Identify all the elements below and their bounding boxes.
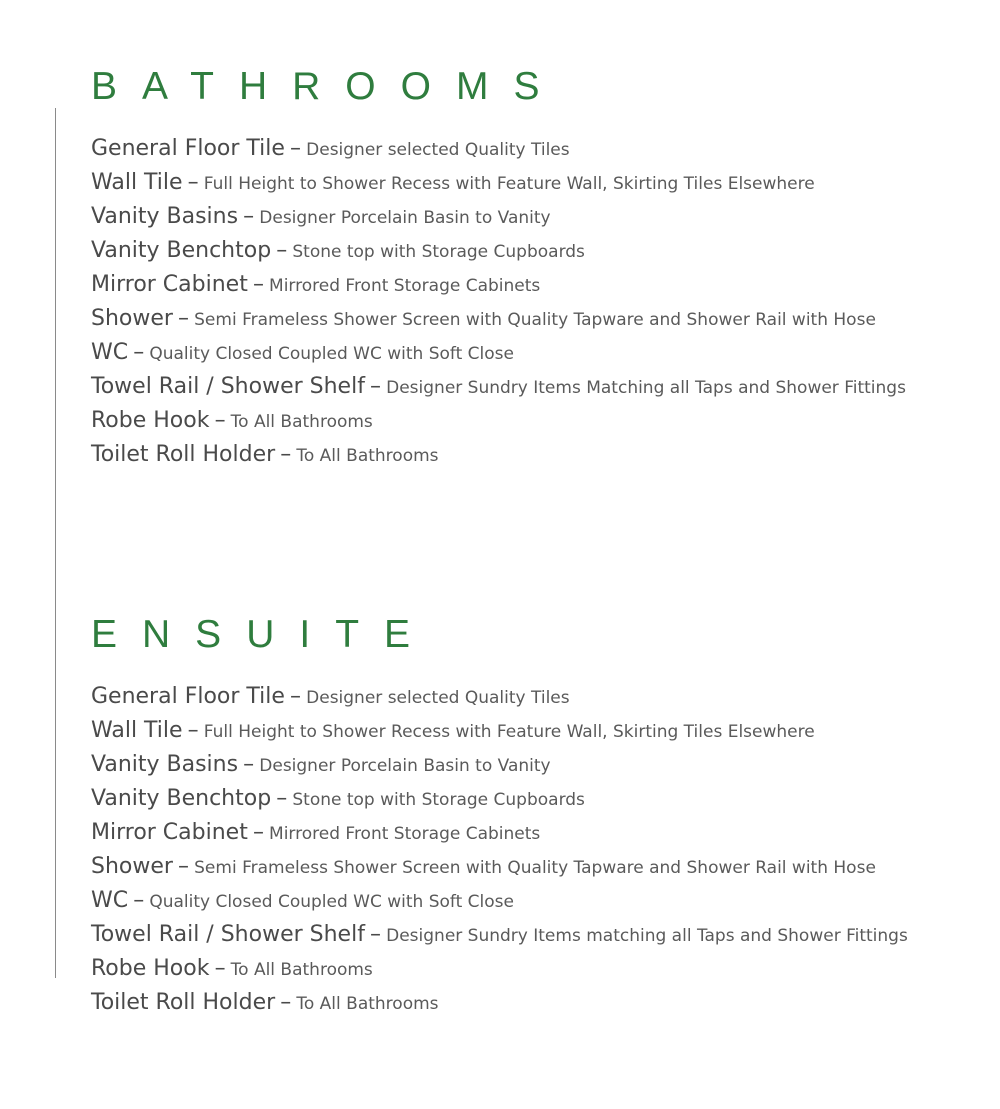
spec-item	[91, 884, 981, 918]
spec-term: Robe Hook	[91, 408, 210, 433]
spec-description: Quality Closed Coupled WC with Soft Close	[149, 892, 514, 912]
spec-description: Mirrored Front Storage Cabinets	[269, 276, 541, 296]
spec-term: General Floor Tile	[91, 684, 285, 709]
spec-item	[91, 404, 981, 438]
spec-description: To All Bathrooms	[230, 412, 373, 432]
spec-dash: –	[370, 374, 382, 399]
spec-term: Vanity Benchtop	[91, 786, 272, 811]
spec-description: Full Height to Shower Recess with Feature Wall, Skirting Tiles Elsewhere	[203, 722, 815, 742]
spec-term: Robe Hook	[91, 956, 210, 981]
spec-term: Vanity Benchtop	[91, 238, 272, 263]
spec-item	[91, 748, 981, 782]
spec-term: Shower	[91, 854, 173, 879]
spec-dash: –	[370, 922, 382, 947]
spec-dash: –	[290, 136, 302, 161]
ensuite-section	[91, 610, 981, 1020]
spec-item	[91, 850, 981, 884]
ensuite-spec-list	[91, 680, 981, 1020]
spec-item	[91, 782, 981, 816]
spec-description: Designer Porcelain Basin to Vanity	[259, 208, 551, 228]
spec-dash: –	[214, 408, 226, 433]
spec-dash: –	[187, 170, 199, 195]
spec-item	[91, 370, 981, 404]
bathrooms-section	[91, 62, 981, 472]
spec-term: Towel Rail / Shower Shelf	[91, 374, 365, 399]
spec-term: Wall Tile	[91, 170, 183, 195]
spec-item	[91, 166, 981, 200]
spec-dash: –	[187, 718, 199, 743]
spec-description: Semi Frameless Shower Screen with Quality Tapware and Shower Rail with Hose	[194, 310, 876, 330]
vertical-divider	[55, 108, 56, 978]
spec-description: Designer Sundry Items Matching all Taps and Shower Fittings	[386, 378, 906, 398]
bathrooms-spec-list	[91, 132, 981, 472]
spec-term: Mirror Cabinet	[91, 820, 248, 845]
spec-item	[91, 200, 981, 234]
spec-item	[91, 438, 981, 472]
spec-dash: –	[214, 956, 226, 981]
spec-item	[91, 952, 981, 986]
spec-dash: –	[178, 306, 190, 331]
spec-description: To All Bathrooms	[296, 446, 439, 466]
spec-description: Semi Frameless Shower Screen with Quality Tapware and Shower Rail with Hose	[194, 858, 876, 878]
spec-term: Toilet Roll Holder	[91, 442, 276, 467]
spec-dash: –	[243, 204, 255, 229]
spec-term: Mirror Cabinet	[91, 272, 248, 297]
spec-term: Towel Rail / Shower Shelf	[91, 922, 365, 947]
spec-dash: –	[243, 752, 255, 777]
section-heading-bathrooms: BATHROOMS	[91, 65, 565, 108]
spec-description: To All Bathrooms	[296, 994, 439, 1014]
spec-description: Mirrored Front Storage Cabinets	[269, 824, 541, 844]
spec-term: General Floor Tile	[91, 136, 285, 161]
spec-description: Designer selected Quality Tiles	[306, 688, 570, 708]
spec-item	[91, 336, 981, 370]
spec-dash: –	[133, 340, 145, 365]
spec-item	[91, 680, 981, 714]
spec-description: Designer Porcelain Basin to Vanity	[259, 756, 551, 776]
spec-dash: –	[252, 272, 264, 297]
spec-term: WC	[91, 888, 129, 913]
spec-description: To All Bathrooms	[230, 960, 373, 980]
spec-dash: –	[276, 238, 288, 263]
spec-description: Stone top with Storage Cupboards	[292, 242, 585, 262]
spec-term: WC	[91, 340, 129, 365]
spec-description: Designer Sundry Items matching all Taps and Shower Fittings	[386, 926, 908, 946]
spec-dash: –	[133, 888, 145, 913]
spec-dash: –	[252, 820, 264, 845]
spec-term: Vanity Basins	[91, 752, 239, 777]
spec-dash: –	[280, 990, 292, 1015]
spec-item	[91, 816, 981, 850]
spec-term: Vanity Basins	[91, 204, 239, 229]
spec-description: Designer selected Quality Tiles	[306, 140, 570, 160]
spec-term: Toilet Roll Holder	[91, 990, 276, 1015]
spec-term: Wall Tile	[91, 718, 183, 743]
spec-dash: –	[280, 442, 292, 467]
spec-dash: –	[178, 854, 190, 879]
spec-item	[91, 132, 981, 166]
spec-item	[91, 302, 981, 336]
spec-item	[91, 714, 981, 748]
spec-description: Stone top with Storage Cupboards	[292, 790, 585, 810]
spec-description: Full Height to Shower Recess with Feature Wall, Skirting Tiles Elsewhere	[203, 174, 815, 194]
spec-item	[91, 986, 981, 1020]
spec-dash: –	[290, 684, 302, 709]
spec-dash: –	[276, 786, 288, 811]
spec-item	[91, 918, 981, 952]
spec-description: Quality Closed Coupled WC with Soft Close	[149, 344, 514, 364]
spec-item	[91, 268, 981, 302]
spec-term: Shower	[91, 306, 173, 331]
spec-item	[91, 234, 981, 268]
section-heading-ensuite: ENSUITE	[91, 613, 436, 656]
